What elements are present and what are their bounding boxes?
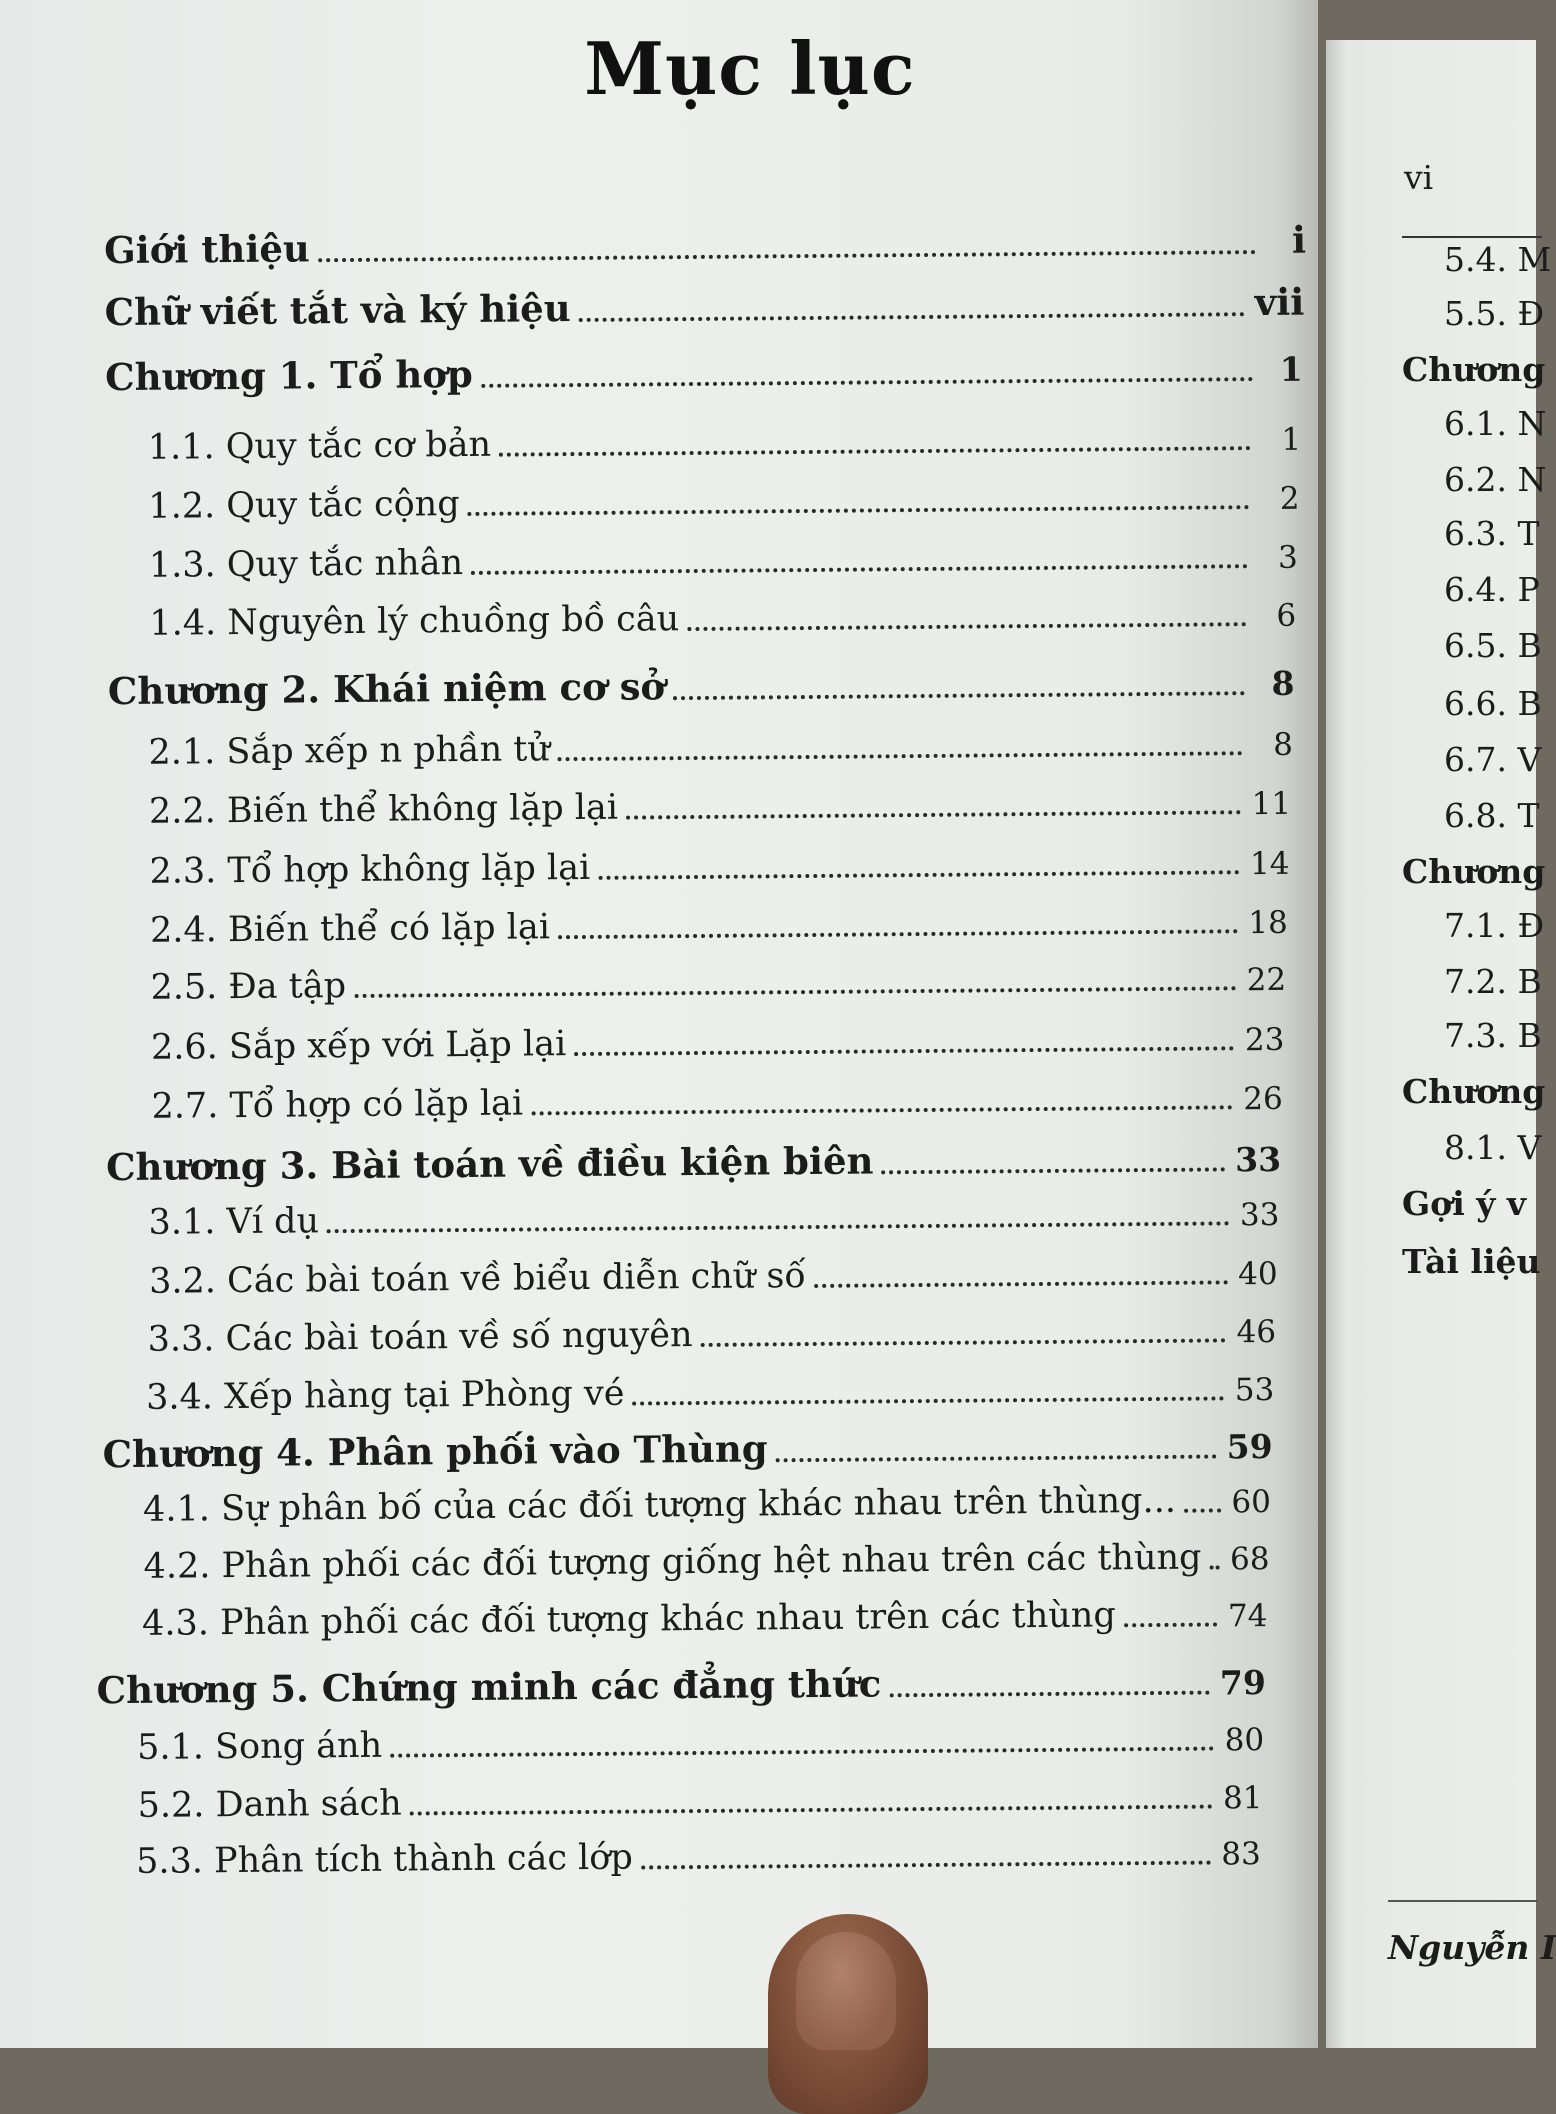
right-chapter-fragment: Tài liệu: [1402, 1242, 1541, 1281]
right-section-fragment: 6.5. B: [1444, 626, 1542, 665]
toc-entry-page: 40: [1238, 1255, 1278, 1293]
toc-entry-label: 5.2. Danh sách: [137, 1783, 402, 1826]
toc-entry-label: 2.3. Tổ hợp không lặp lại: [149, 847, 591, 892]
toc-entry-label: 2.7. Tổ hợp có lặp lại: [151, 1083, 524, 1127]
dot-leader: [471, 564, 1248, 575]
dot-leader: [701, 1338, 1226, 1347]
toc-entry-label: 2.2. Biến thể không lặp lại: [148, 787, 619, 832]
toc-entry-label: 2.5. Đa tập: [150, 966, 347, 1008]
toc-entry-page: vii: [1254, 279, 1305, 325]
toc-entry-page: 1: [1281, 421, 1302, 458]
toc-entry-label: 1.1. Quy tắc cơ bản: [147, 424, 492, 468]
toc-entry-label: Giới thiệu: [103, 226, 311, 273]
dot-leader: [1210, 1565, 1220, 1569]
toc-entry-label: 2.1. Sắp xếp n phần tử: [148, 729, 551, 773]
toc-entry-page: 11: [1251, 785, 1292, 823]
toc-entry-label: Chương 3. Bài toán về điều kiện biên: [105, 1138, 874, 1190]
toc-entry-label: Chữ viết tắt và ký hiệu: [104, 286, 571, 335]
toc-section-entry: [147, 1310, 1276, 1360]
toc-section-entry: [143, 1537, 1269, 1587]
right-section-fragment: 7.1. Đ: [1444, 906, 1545, 945]
toc-entry-label: 1.2. Quy tắc cộng: [148, 484, 460, 527]
toc-entry-page: 22: [1246, 961, 1287, 999]
toc-entry-label: 1.4. Nguyên lý chuồng bồ câu: [149, 599, 680, 644]
right-section-fragment: 7.3. B: [1444, 1016, 1542, 1055]
toc-chapter-entry: [105, 345, 1303, 399]
toc-entry-label: 4.1. Sự phân bố của các đối tượng khác nhau trên thùng...: [142, 1480, 1177, 1530]
right-section-fragment: 5.5. Đ: [1444, 294, 1545, 333]
dot-leader: [468, 505, 1250, 516]
toc-section-entry: [148, 723, 1293, 773]
toc-chapter-entry: [106, 1135, 1281, 1189]
dot-leader: [1124, 1622, 1218, 1627]
toc-entry-page: 46: [1236, 1313, 1277, 1351]
fingernail-photo: [796, 1932, 896, 2050]
toc-entry-label: Chương 1. Tổ hợp: [105, 351, 474, 400]
right-section-fragment: 5.4. M: [1444, 240, 1552, 279]
toc-entry-page: 23: [1244, 1021, 1285, 1059]
dot-leader: [882, 1167, 1226, 1174]
toc-entry-label: 5.3. Phân tích thành các lớp: [135, 1837, 633, 1882]
toc-entry-page: 59: [1226, 1426, 1273, 1467]
toc-section-entry: [142, 1594, 1268, 1644]
right-section-fragment: 8.1. V: [1444, 1128, 1542, 1167]
dot-leader: [558, 929, 1238, 939]
toc-entry-page: 53: [1234, 1371, 1275, 1409]
right-section-fragment: 6.3. T: [1444, 514, 1540, 553]
toc-section-entry: [146, 1368, 1274, 1418]
toc-entry-page: 6: [1276, 597, 1297, 634]
toc-entry-label: 3.2. Các bài toán về biểu diễn chữ số: [148, 1256, 807, 1302]
header-rule: [1402, 236, 1542, 238]
dot-leader: [558, 751, 1243, 761]
toc-section-entry: [148, 477, 1299, 527]
toc-entry-page: 18: [1248, 904, 1288, 942]
dot-leader: [579, 312, 1245, 322]
toc-section-entry: [149, 1252, 1278, 1302]
toc-entry-page: 33: [1234, 1139, 1282, 1180]
dot-leader: [481, 377, 1253, 388]
toc-entry-page: i: [1291, 217, 1307, 262]
toc-chapter-entry: [102, 1422, 1272, 1476]
dot-leader: [814, 1280, 1228, 1288]
toc-chapter-entry: [104, 280, 1304, 334]
right-section-fragment: 7.2. B: [1444, 962, 1542, 1001]
toc-section-entry: [148, 1193, 1279, 1243]
dot-leader: [354, 986, 1236, 998]
dot-leader: [687, 622, 1246, 631]
toc-entry-label: 3.1. Ví dụ: [148, 1201, 320, 1243]
toc-entry-label: Chương 4. Phân phối vào Thùng: [102, 1426, 768, 1477]
right-chapter-fragment: Chương: [1402, 1072, 1546, 1111]
dot-leader: [889, 1691, 1210, 1698]
toc-entry-label: 2.4. Biến thể có lặp lại: [149, 907, 551, 951]
toc-entry-page: 60: [1231, 1484, 1272, 1521]
right-section-fragment: 6.6. B: [1444, 684, 1542, 723]
toc-entry-page: 2: [1279, 480, 1300, 517]
toc-section-entry: [148, 418, 1302, 468]
toc-entry-label: 5.1. Song ánh: [136, 1725, 383, 1768]
page-title: Mục lục: [584, 26, 916, 111]
toc-section-entry: [150, 958, 1286, 1008]
toc-entry-label: Chương 5. Chứng minh các đẳng thức: [96, 1661, 882, 1713]
dot-leader: [574, 1046, 1234, 1056]
dot-leader: [318, 250, 1256, 262]
toc-entry-page: 83: [1221, 1836, 1261, 1873]
toc-entry-page: 8: [1272, 726, 1293, 763]
toc-section-entry: [151, 1018, 1285, 1068]
toc-section-entry: [149, 782, 1291, 832]
right-page-number: vi: [1404, 158, 1434, 197]
toc-entry-page: 68: [1229, 1541, 1270, 1578]
toc-entry-label: 2.6. Sắp xếp với Lặp lại: [150, 1024, 567, 1068]
toc-chapter-entry: [104, 218, 1306, 272]
dot-leader: [776, 1454, 1217, 1462]
right-section-fragment: 6.2. N: [1444, 460, 1547, 499]
dot-leader: [1184, 1508, 1221, 1512]
toc-section-entry: [149, 842, 1289, 892]
dot-leader: [410, 1805, 1213, 1816]
right-section-fragment: 6.7. V: [1444, 740, 1542, 779]
right-page-footer: Nguyễn I: [1388, 1928, 1556, 1967]
dot-leader: [499, 446, 1251, 457]
toc-entry-label: Chương 2. Khái niệm cơ sở: [107, 664, 666, 714]
toc-entry-page: 8: [1271, 663, 1295, 703]
toc-section-entry: [137, 1718, 1264, 1768]
dot-leader: [626, 810, 1241, 819]
dot-leader: [598, 870, 1239, 880]
toc-chapter-entry: [108, 659, 1295, 713]
toc-section-entry: [136, 1832, 1261, 1882]
toc-entry-page: 74: [1227, 1598, 1268, 1635]
dot-leader: [633, 1396, 1225, 1405]
toc-section-entry: [149, 536, 1298, 586]
toc-entry-page: 3: [1277, 539, 1298, 576]
footer-rule: [1388, 1900, 1538, 1902]
toc-entry-page: 1: [1279, 349, 1303, 389]
dot-leader: [673, 691, 1244, 700]
toc-entry-page: 14: [1249, 845, 1290, 883]
toc-entry-label: 4.3. Phân phối các đối tượng khác nhau trên các thùng: [141, 1595, 1116, 1644]
toc-entry-page: 79: [1219, 1663, 1266, 1703]
dot-leader: [390, 1747, 1214, 1758]
toc-entry-page: 33: [1239, 1196, 1280, 1234]
right-section-fragment: 6.8. T: [1444, 796, 1540, 835]
toc-section-entry: [143, 1480, 1271, 1530]
right-page: [1326, 40, 1556, 2048]
toc-section-entry: [149, 594, 1296, 644]
right-section-fragment: 6.1. N: [1444, 404, 1547, 443]
toc-section-entry: [137, 1776, 1262, 1826]
toc-entry-label: 1.3. Quy tắc nhân: [148, 543, 464, 586]
dot-leader: [327, 1221, 1229, 1233]
right-chapter-fragment: Gợi ý v: [1402, 1184, 1527, 1223]
toc-section-entry: [150, 901, 1288, 951]
toc-chapter-entry: [96, 1658, 1266, 1712]
toc-entry-label: 3.4. Xếp hàng tại Phòng vé: [145, 1373, 625, 1418]
dot-leader: [531, 1105, 1233, 1115]
dot-leader: [641, 1861, 1211, 1870]
toc-entry-page: 81: [1222, 1780, 1263, 1817]
toc-section-entry: [151, 1077, 1282, 1127]
right-section-fragment: 6.4. P: [1444, 570, 1540, 609]
right-chapter-fragment: Chương: [1402, 852, 1546, 891]
toc-entry-label: 4.2. Phân phối các đối tượng giống hệt nhau trên các thùng: [143, 1537, 1202, 1587]
toc-entry-page: 80: [1224, 1722, 1265, 1759]
right-chapter-fragment: Chương: [1402, 350, 1546, 389]
toc-entry-label: 3.3. Các bài toán về số nguyên: [147, 1315, 693, 1360]
toc-entry-page: 26: [1243, 1080, 1283, 1118]
